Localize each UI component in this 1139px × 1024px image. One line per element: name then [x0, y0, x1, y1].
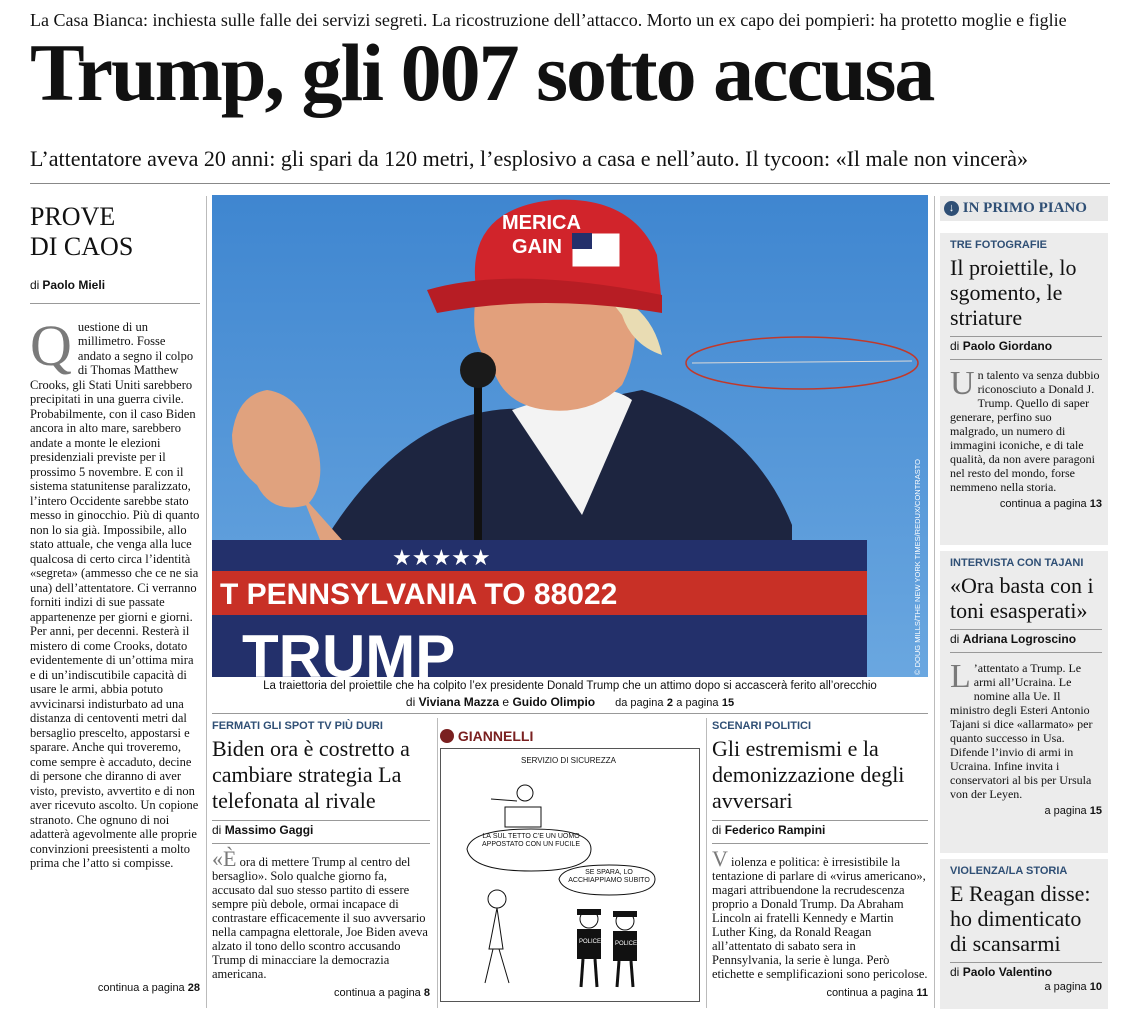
primo-item-2-text: ’attentato a Trump. Le armi all’Ucraina. Le nomine alla Ue. Il ministro degli Esteri Antonio Tajani si dice «allarmato» per quanto successo in Usa. Difende l’invio di armi in Ucraina. Infine invita i conservatori al bis per Ursula von der Leyen. — [950, 661, 1093, 801]
article-biden-dropcap: «È — [212, 846, 237, 871]
primo-item-2-body — [950, 658, 1102, 801]
man-body — [489, 908, 503, 949]
cartoon-header — [440, 728, 702, 744]
primo-item-3-section: VIOLENZA/LA STORIA — [950, 865, 1068, 877]
primo-item-3-divider — [950, 962, 1102, 963]
primo-item-2-byline — [950, 632, 1102, 646]
photo-caption-authors — [212, 695, 928, 709]
continua-page: 15 — [1089, 805, 1102, 817]
article-scenari-section: SCENARI POLITICI — [712, 720, 812, 732]
continua-page: 8 — [423, 987, 430, 999]
caption-and: e — [502, 695, 510, 709]
roof-figure — [505, 807, 541, 827]
hat-text-2: GAIN — [512, 236, 562, 258]
cartoon-bullet-icon — [440, 729, 454, 743]
article-scenari-dropcap: V — [712, 846, 728, 871]
continua-label: continua a pagina — [97, 981, 185, 994]
primo-item-2[interactable] — [940, 551, 1108, 853]
man-head — [488, 890, 506, 908]
subhead: L’attentatore aveva 20 anni: gli spari da 120 metri, l’esplosivo a casa e nell’auto. Il tycoon: «Il male non vincerà» — [30, 146, 1029, 171]
primo-item-1-author: Paolo Giordano — [962, 339, 1053, 353]
article-biden-title: Biden ora è costretto a cambiare strategia La telefonata al rivale — [212, 736, 410, 813]
article-scenari[interactable] — [712, 720, 928, 999]
by-prefix: di — [30, 277, 40, 292]
flag-union — [572, 233, 592, 249]
cartoon-drawing — [440, 748, 700, 1002]
primo-item-1-divider-2 — [950, 359, 1102, 360]
caption-from-page: 2 — [666, 697, 673, 709]
microphone — [460, 352, 496, 388]
primo-item-1-text: n talento va senza dubbio riconosciuto a Donald J. Trump. Quello di saper generare, perfino suo malgrado, un numero di immagini iconiche, e di tale qualità, da non avere paragoni nel resto del mondo, forse nemmeno nella storia. — [950, 368, 1100, 494]
primo-item-2-section: INTERVISTA CON TAJANI — [950, 557, 1084, 569]
column-divider-left — [206, 196, 207, 1008]
police-1-cap — [577, 909, 601, 915]
primo-item-3-continua[interactable] — [950, 981, 1102, 993]
continua-page: 10 — [1089, 981, 1102, 993]
by-prefix: di — [950, 339, 960, 353]
photo-illustration — [212, 195, 928, 677]
cartoon-box[interactable] — [440, 728, 702, 1008]
editorial-dropcap: Q — [30, 319, 72, 378]
main-photo[interactable] — [212, 195, 928, 677]
article-biden-text: ora di mettere Trump al centro del bersaglio». Solo qualche giorno fa, accusato dal suo stesso partito di essere sempre più debole, ormai incapace di contrastare efficacemente il suo avversario nella campagna elettorale, Joe Biden aveva alzato il tono dello scontro accusando Trump di minacciare la democrazia americana. — [212, 855, 428, 981]
article-biden-body — [212, 846, 430, 981]
article-scenari-divider-2 — [712, 843, 928, 844]
caption-to-label: a pagina — [676, 697, 719, 709]
continua-label: a pagina — [1044, 981, 1087, 993]
article-biden-divider — [212, 820, 430, 821]
primo-item-2-divider — [950, 629, 1102, 630]
photo-caption: La traiettoria del proiettile che ha colpito l’ex presidente Donald Trump che un attimo dopo si accascerà ferito all’orecchio — [263, 680, 877, 692]
continua-page: 28 — [187, 981, 200, 994]
article-scenari-continua[interactable] — [712, 987, 928, 999]
primo-item-1-body — [950, 365, 1102, 494]
by-prefix: di — [950, 965, 960, 979]
microphone-stand — [474, 380, 482, 540]
continua-label: continua a pagina — [999, 498, 1087, 510]
article-scenari-byline — [712, 823, 928, 837]
police-1-badge: POLICE — [579, 939, 602, 945]
hat-text-1: MERICA — [502, 212, 581, 234]
primo-item-3-title: E Reagan disse: ho dimenticato di scansarmi — [950, 881, 1091, 956]
police-2-leg-1 — [617, 961, 619, 987]
editorial-column — [30, 200, 200, 994]
primo-item-3-author: Paolo Valentino — [962, 965, 1053, 979]
article-scenari-title: Gli estremismi e la demonizzazione degli avversari — [712, 736, 905, 813]
primo-item-1-title: Il proiettile, lo sgomento, le striature — [950, 255, 1077, 330]
primo-piano-column — [940, 196, 1108, 1009]
primo-item-1-continua[interactable] — [950, 498, 1102, 510]
podium-text: TRUMP — [242, 623, 456, 677]
primo-item-1-byline — [950, 339, 1102, 353]
bottom-divider-1 — [437, 718, 438, 1008]
primo-item-1[interactable] — [940, 233, 1108, 545]
editorial-title[interactable] — [30, 202, 200, 262]
editorial-divider — [30, 303, 200, 304]
caption-author-2[interactable]: Guido Olimpio — [512, 695, 596, 709]
primo-piano-label: IN PRIMO PIANO — [962, 200, 1087, 216]
police-2-leg-2 — [631, 961, 633, 987]
police-2-badge: POLICE — [615, 941, 638, 947]
by-prefix: di — [212, 823, 222, 837]
primo-item-2-author: Adriana Logroscino — [962, 632, 1077, 646]
article-scenari-divider — [712, 820, 928, 821]
banner-stars: ★★★★★ — [392, 546, 491, 571]
column-divider-right — [934, 196, 935, 1008]
roof-figure-head — [517, 785, 533, 801]
continua-page: 11 — [916, 987, 928, 999]
continua-label: continua a pagina — [333, 987, 421, 999]
caption-from-label: da pagina — [615, 697, 664, 709]
man-leg-1 — [485, 949, 493, 983]
caption-to-page: 15 — [721, 697, 735, 709]
bubble-1-text: LÀ SUL TETTO C'È UN UOMO APPOSTATO CON UN FUCILE — [481, 833, 580, 848]
article-scenari-text: iolenza e politica: è irresistibile la tentazione di parlare di «virus americano», magari attribuendone la recrudescenza proprio a Donald Trump. Da Abraham Lincoln ai fratelli Kennedy e Martin Luther King, da Ronald Reagan all’attentato di sabato sera in Pennsylvania, la serie è lunga. Però etichette e semplificazioni sono pericolose. — [712, 855, 928, 981]
article-biden-byline — [212, 823, 430, 837]
primo-item-2-title: «Ora basta con i toni esasperati» — [950, 573, 1094, 623]
primo-item-1-divider — [950, 336, 1102, 337]
article-biden-continua[interactable] — [212, 987, 430, 999]
info-icon: ↓ — [944, 201, 959, 216]
cartoon-label: GIANNELLI — [457, 728, 534, 744]
article-scenari-body — [712, 846, 928, 981]
article-biden-section: FERMATI GLI SPOT TV PIÙ DURI — [212, 720, 383, 732]
headline[interactable]: Trump, gli 007 sotto accusa — [30, 27, 934, 118]
editorial-byline — [30, 278, 200, 293]
primo-item-2-continua[interactable] — [950, 805, 1102, 817]
editorial-body — [30, 320, 200, 980]
by-prefix: di — [712, 823, 722, 837]
primo-item-2-divider-2 — [950, 652, 1102, 653]
article-biden[interactable] — [212, 720, 430, 999]
header-divider — [30, 183, 1110, 184]
man-leg-2 — [499, 949, 509, 983]
caption-by: di — [405, 695, 416, 709]
banner-text: T PENNSYLVANIA TO 88022 — [220, 578, 618, 611]
by-prefix: di — [950, 632, 960, 646]
caption-author-1[interactable]: Viviana Mazza — [418, 695, 500, 709]
article-biden-divider-2 — [212, 843, 430, 844]
primo-item-3-byline — [950, 965, 1102, 979]
bottom-row-divider — [212, 713, 928, 714]
editorial-text: uestione di un millimetro. Fosse andato a segno il colpo di Thomas Matthew Crooks, gli Stati Uniti sarebbero precipitati in una guerra civile. Probabilmente, con il caso Biden ancora in alto mare, sarebbero andate a monte le elezioni presidenziali previste per il prossimo 5 novembre. E con il sistema statunitense paralizzato, l’intero Occidente sarebbe stato messo in ginocchio. Più di quanto non lo sia già. Impossibile, allo stato attuale, che venga alla luce qualcosa di certo circa l’identità «segreta» (ammesso che ce ne sia una) dell’attentatore. Ci verranno forniti indizi di sue passate appartenenze per giorni e giorni. Per anni, per decenni. Resterà il mistero di come Crooks, dotato evidentemente di un’ottima mira e di un’indiscutibile capacità di usare le armi, abbia potuto avvicinarsi indisturbato ad una distanza di centoventi metri dal bersaglio prescelto, appostarsi e sparare. Anche qui troveremo, come sempre è accaduto, decine di persone che diranno di aver visto, previsto, avvertito e di non aver ricevuto ascolto. Un copione stranoto. Che ognuno di noi adatterà agevolmente alle proprie convinzioni preesistenti a molto prima che l’atto si compisse. — [30, 319, 200, 871]
police-2-cap — [613, 911, 637, 917]
police-1-leg-1 — [581, 959, 583, 987]
continua-label: a pagina — [1044, 805, 1087, 817]
editorial-title-line1: PROVE — [30, 202, 116, 231]
cartoon-title: SERVIZIO DI SICUREZZA — [521, 756, 616, 765]
kicker: La Casa Bianca: inchiesta sulle falle dei servizi segreti. La ricostruzione dell’attacco. Morto un ex capo dei pompieri: ha protetto moglie e figlie — [30, 10, 1067, 30]
primo-item-2-dropcap: L — [950, 658, 971, 695]
editorial-title-line2: DI CAOS — [30, 231, 134, 261]
primo-item-1-dropcap: U — [950, 365, 975, 402]
rifle — [491, 799, 517, 801]
article-biden-author: Massimo Gaggi — [224, 823, 314, 837]
editorial-continua[interactable] — [30, 982, 200, 994]
continua-label: continua a pagina — [826, 987, 914, 999]
continua-page: 13 — [1089, 498, 1102, 510]
primo-item-3[interactable] — [940, 859, 1108, 1009]
article-scenari-author: Federico Rampini — [724, 823, 826, 837]
police-1-leg-2 — [595, 959, 597, 987]
primo-item-1-section: TRE FOTOGRAFIE — [950, 239, 1047, 251]
primo-piano-header — [940, 196, 1108, 221]
bubble-2-text: SE SPARA, LO ACCHIAPPIAMO SUBITO — [568, 869, 650, 884]
photo-credit: © DOUG MILLS/THE NEW YORK TIMES/REDUX/CONTRASTO — [913, 459, 922, 675]
editorial-author[interactable]: Paolo Mieli — [42, 277, 106, 292]
bottom-divider-2 — [706, 718, 707, 1008]
